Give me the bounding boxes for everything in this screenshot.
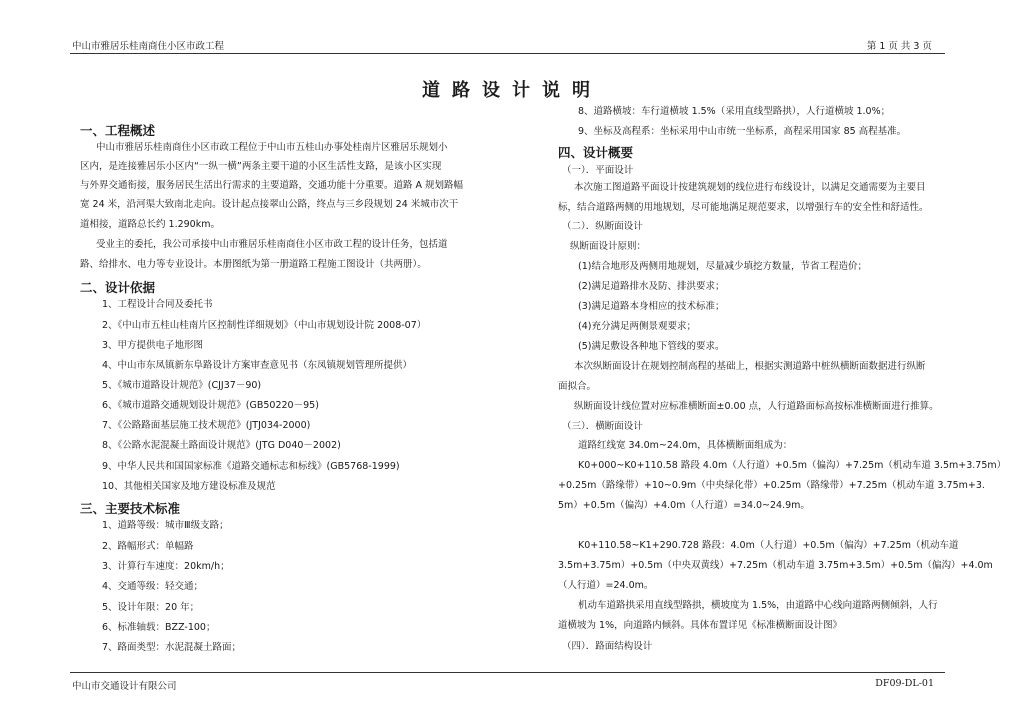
footer-drawing-code: DF09-DL-01 — [875, 678, 934, 689]
cross-section-text-line: K0+110.58~K1+290.728 路段：4.0m（人行道）+0.5m（偏沟）+7.25m（机动车道 — [578, 540, 959, 551]
basis-list-item: 7、《公路路面基层施工技术规范》(JTJ034-2000) — [102, 420, 311, 431]
standards-list-item: 1、道路等级：城市Ⅲ级支路； — [102, 520, 229, 531]
cross-section-text-line: 道横坡为 1%，向道路内倾斜。具体布置详见《标准横断面设计图》 — [558, 620, 843, 631]
standards-list-item: 6、标准轴载：BZZ-100； — [102, 622, 216, 633]
basis-list-item: 5、《城市道路设计规范》(CJJ37－90) — [102, 380, 262, 391]
standards-list-item: 5、设计年限：20 年； — [102, 602, 200, 613]
section-heading-standards: 三、主要技术标准 — [80, 501, 181, 516]
profile-principle-item: (5)满足敷设各种地下管线的要求。 — [578, 341, 725, 352]
profile-text-line: 纵断面设计原则： — [570, 241, 647, 252]
header-project-name: 中山市雅居乐桂南商住小区市政工程 — [72, 41, 225, 52]
standards-list-item: 8、道路横坡：车行道横坡 1.5%（采用直线型路拱），人行道横坡 1.0%； — [578, 106, 891, 117]
profile-paragraph-line: 本次纵断面设计在规划控制高程的基础上，根据实测道路中桩纵横断面数据进行纵断 — [574, 361, 926, 372]
standards-list-item: 3、计算行车速度：20km/h； — [102, 561, 230, 572]
basis-list-item: 4、中山市东凤镇新东阜路设计方案审查意见书（东凤镇规划管理所提供） — [102, 360, 413, 371]
footer-rule — [70, 672, 945, 673]
standards-list-item: 7、路面类型：水泥混凝土路面； — [102, 642, 242, 653]
subsection-heading-pavement: （四）．路面结构设计 — [562, 641, 653, 652]
cross-section-text-line: 5m）+0.5m（偏沟）+4.0m（人行道）=34.0~24.9m。 — [558, 500, 810, 511]
basis-list-item: 1、工程设计合同及委托书 — [102, 299, 213, 310]
header-page-number: 第 1 页 共 3 页 — [866, 41, 932, 52]
cross-section-text-line: （人行道）=24.0m。 — [558, 580, 654, 591]
standards-list-item: 4、交通等级：轻交通； — [102, 581, 204, 592]
basis-list-item: 3、甲方提供电子地形图 — [102, 340, 204, 351]
subsection-heading-plan: （一）．平面设计 — [562, 165, 634, 176]
basis-list-item: 6、《城市道路交通规划设计规范》(GB50220－95) — [102, 400, 319, 411]
profile-paragraph-line: 纵断面设计线位置对应标准横断面±0.00 点，人行道路面标高按标准横断面进行推算。 — [574, 401, 939, 412]
cross-section-text-line: 道路红线宽 34.0m~24.0m，具体横断面组成为： — [578, 440, 793, 451]
profile-principle-item: (4)充分满足两侧景观要求； — [578, 321, 696, 332]
cross-section-text-line: +0.25m（路缘带）+10~0.9m（中央绿化带）+0.25m（路缘带）+7.25m（机动车道 3.75m+3. — [558, 480, 985, 491]
document-title: 道路设计说明 — [422, 80, 602, 101]
overview-paragraph-line: 受业主的委托，我公司承接中山市雅居乐桂南商住小区市政工程的设计任务，包括道 — [96, 239, 448, 250]
subsection-heading-profile: （二）．纵断面设计 — [562, 221, 643, 232]
basis-list-item: 10、其他相关国家及地方建设标准及规范 — [102, 481, 276, 492]
basis-list-item: 8、《公路水泥混凝土路面设计规范》(JTG D040－2002) — [102, 440, 341, 451]
overview-paragraph-line: 区内，是连接雅居乐小区内“一纵一横”两条主要干道的小区生活性支路，是该小区实现 — [80, 161, 442, 172]
profile-principle-item: (2)满足道路排水及防、排洪要求； — [578, 281, 725, 292]
overview-paragraph-line: 中山市雅居乐桂南商住小区市政工程位于中山市五桂山办事处桂南片区雅居乐规划小 — [96, 142, 448, 153]
profile-principle-item: (1)结合地形及两侧用地规划，尽量减少填挖方数量，节省工程造价； — [578, 261, 867, 272]
footer-company-name: 中山市交通设计有限公司 — [72, 681, 177, 692]
section-heading-overview: 一、工程概述 — [80, 123, 156, 138]
section-heading-summary: 四、设计概要 — [558, 145, 634, 160]
header-rule — [70, 53, 945, 54]
profile-paragraph-line: 面拟合。 — [558, 381, 597, 392]
standards-list-item: 9、坐标及高程系：坐标采用中山市统一坐标系，高程采用国家 85 高程基准。 — [578, 126, 907, 137]
overview-paragraph-line: 与外界交通衔接，服务居民生活出行需求的主要道路，交通功能十分重要。道路 A 规划路幅 — [80, 180, 464, 191]
overview-paragraph-line: 宽 24 米，沿河渠大致南北走向。设计起点接翠山公路，终点与三乡段规划 24 米城市次干 — [80, 199, 459, 210]
overview-paragraph-line: 道相接，道路总长约 1.290km。 — [80, 219, 220, 230]
cross-section-text-line: 机动车道路拱采用直线型路拱，横坡度为 1.5%，由道路中心线向道路两侧倾斜，人行 — [578, 600, 938, 611]
section-heading-basis: 二、设计依据 — [80, 280, 156, 295]
plan-paragraph-line: 标，结合道路两侧的用地规划，尽可能地满足规范要求，以增强行车的安全性和舒适性。 — [558, 202, 929, 213]
cross-section-text-line: 3.5m+3.75m）+0.5m（中央双黄线）+7.25m（机动车道 3.75m+3.5m）+0.5m（偏沟）+4.0m — [558, 560, 993, 571]
overview-paragraph-line: 路、给排水、电力等专业设计。本册图纸为第一册道路工程施工图设计（共两册）。 — [80, 259, 427, 270]
profile-principle-item: (3)满足道路本身相应的技术标准； — [578, 301, 725, 312]
standards-list-item: 2、路幅形式：单幅路 — [102, 541, 194, 552]
basis-list-item: 2、《中山市五桂山桂南片区控制性详细规划》（中山市规划设计院 2008-07） — [102, 320, 427, 331]
subsection-heading-cross-section: （三）．横断面设计 — [562, 421, 643, 432]
plan-paragraph-line: 本次施工图道路平面设计按建筑规划的线位进行布线设计，以满足交通需要为主要目 — [574, 182, 926, 193]
cross-section-text-line: K0+000~K0+110.58 路段 4.0m（人行道）+0.5m（偏沟）+7.25m（机动车道 3.5m+3.75m） — [578, 460, 1007, 471]
basis-list-item: 9、中华人民共和国国家标准《道路交通标志和标线》(GB5768-1999) — [102, 461, 400, 472]
